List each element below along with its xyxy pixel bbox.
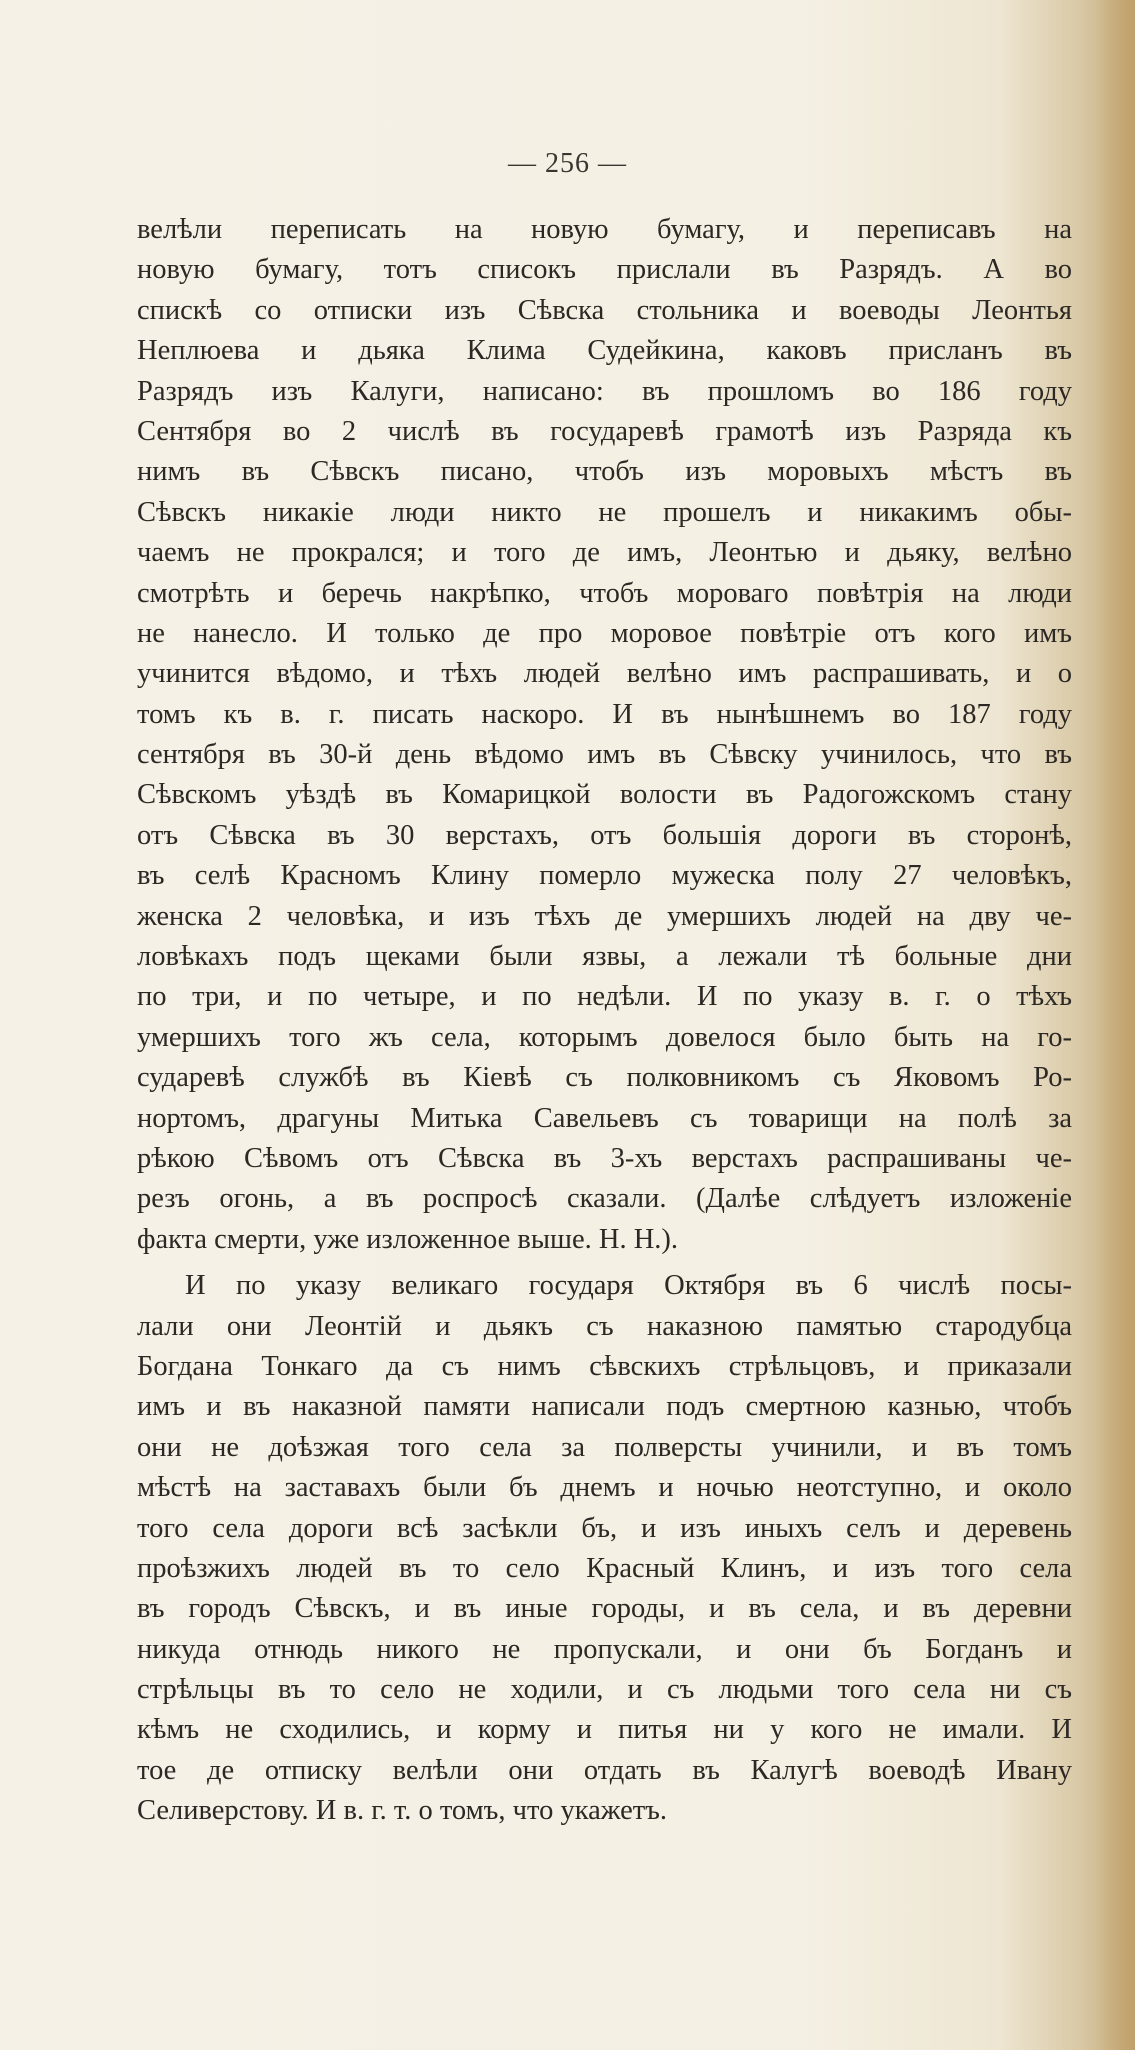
text-line: Селиверстову. И в. г. т. о томъ, что укажетъ.	[137, 1795, 668, 1827]
text-line: факта смерти, уже изложенное выше. Н. Н.).	[137, 1223, 679, 1255]
paragraph-2	[137, 1266, 1072, 1831]
text-line: ловѣкахъ подъ щеками были язвы, а лежали тѣ больные дни	[137, 941, 1072, 973]
text-line: нимъ въ Сѣвскъ писано, чтобъ изъ моровыхъ мѣстъ въ	[137, 456, 1072, 488]
page-number: — 256 —	[508, 148, 627, 179]
text-line: они не доѣзжая того села за полверсты учинили, и въ томъ	[137, 1431, 1072, 1463]
text-line: новую бумагу, тотъ списокъ прислали въ Разрядъ. А во	[137, 254, 1072, 286]
text-line: Сѣвскомъ уѣздѣ въ Комарицкой волости въ Радогожскомъ стану	[137, 779, 1072, 811]
text-line: томъ къ в. г. писать наскоро. И въ нынѣшнемъ во 187 году	[137, 698, 1072, 730]
spine-shadow	[1095, 0, 1135, 2050]
text-line: чаемъ не прокрался; и того де имъ, Леонтью и дьяку, велѣно	[137, 537, 1072, 569]
body-text	[137, 210, 1072, 1832]
text-line: умершихъ того жъ села, которымъ довелося было быть на го-	[137, 1021, 1072, 1053]
text-line: смотрѣть и беречь накрѣпко, чтобъ мороваго повѣтрія на люди	[137, 577, 1072, 609]
text-line: рѣкою Сѣвомъ отъ Сѣвска въ 3-хъ верстахъ распрашиваны че-	[137, 1142, 1072, 1174]
text-line: учинится вѣдомо, и тѣхъ людей велѣно имъ распрашивать, и о	[137, 658, 1072, 690]
text-line: никуда отнюдь никого не пропускали, и они бъ Богданъ и	[137, 1633, 1072, 1665]
text-line: Сентября во 2 числѣ въ государевѣ грамотѣ изъ Разряда къ	[137, 415, 1072, 447]
text-line: Богдана Тонкаго да съ нимъ сѣвскихъ стрѣльцовъ, и приказали	[137, 1350, 1072, 1382]
paragraph-1	[137, 210, 1072, 1260]
text-line: стрѣльцы въ то село не ходили, и съ людьми того села ни съ	[137, 1674, 1072, 1706]
text-line: въ селѣ Красномъ Клину померло мужеска полу 27 человѣкъ,	[137, 860, 1072, 892]
text-line: имъ и въ наказной памяти написали подъ смертною казнью, чтобъ	[137, 1391, 1072, 1423]
text-line: сударевѣ службѣ въ Кіевѣ съ полковникомъ съ Яковомъ Ро-	[137, 1062, 1072, 1094]
text-line: отъ Сѣвска въ 30 верстахъ, отъ большія дороги въ сторонѣ,	[137, 819, 1072, 851]
text-line: мѣстѣ на заставахъ были бъ днемъ и ночью неотступно, и около	[137, 1472, 1072, 1504]
text-line: спискѣ со отписки изъ Сѣвска стольника и воеводы Леонтья	[137, 294, 1072, 326]
text-line: тое де отписку велѣли они отдать въ Калугѣ воеводѣ Ивану	[137, 1754, 1072, 1786]
text-line: проѣзжихъ людей въ то село Красный Клинъ, и изъ того села	[137, 1552, 1072, 1584]
text-line: того села дороги всѣ засѣкли бъ, и изъ иныхъ селъ и деревень	[137, 1512, 1072, 1544]
text-line: женска 2 человѣка, и изъ тѣхъ де умершихъ людей на дву че-	[137, 900, 1072, 932]
text-line: не нанесло. И только де про моровое повѣтріе отъ кого имъ	[137, 617, 1072, 649]
text-line: кѣмъ не сходились, и корму и питья ни у кого не имали. И	[137, 1714, 1072, 1746]
text-line: сентября въ 30-й день вѣдомо имъ въ Сѣвску учинилось, что въ	[137, 739, 1072, 771]
text-line: велѣли переписать на новую бумагу, и переписавъ на	[137, 214, 1072, 245]
text-line: Разрядъ изъ Калуги, написано: въ прошломъ во 186 году	[137, 375, 1072, 407]
text-line: И по указу великаго государя Октября въ 6 числѣ посы-	[185, 1270, 1072, 1302]
text-line: въ городъ Сѣвскъ, и въ иные городы, и въ села, и въ деревни	[137, 1593, 1072, 1625]
text-line: лали они Леонтій и дьякъ съ наказною памятью стародубца	[137, 1310, 1072, 1342]
text-line: резъ огонь, а въ роспросѣ сказали. (Далѣе слѣдуетъ изложеніе	[137, 1183, 1072, 1215]
text-line: по три, и по четыре, и по недѣли. И по указу в. г. о тѣхъ	[137, 981, 1072, 1013]
text-line: Неплюева и дьяка Клима Судейкина, каковъ присланъ въ	[137, 335, 1072, 367]
text-line: Сѣвскъ никакіе люди никто не прошелъ и никакимъ обы-	[137, 496, 1072, 528]
text-line: нортомъ, драгуны Митька Савельевъ съ товарищи на полѣ за	[137, 1102, 1072, 1134]
